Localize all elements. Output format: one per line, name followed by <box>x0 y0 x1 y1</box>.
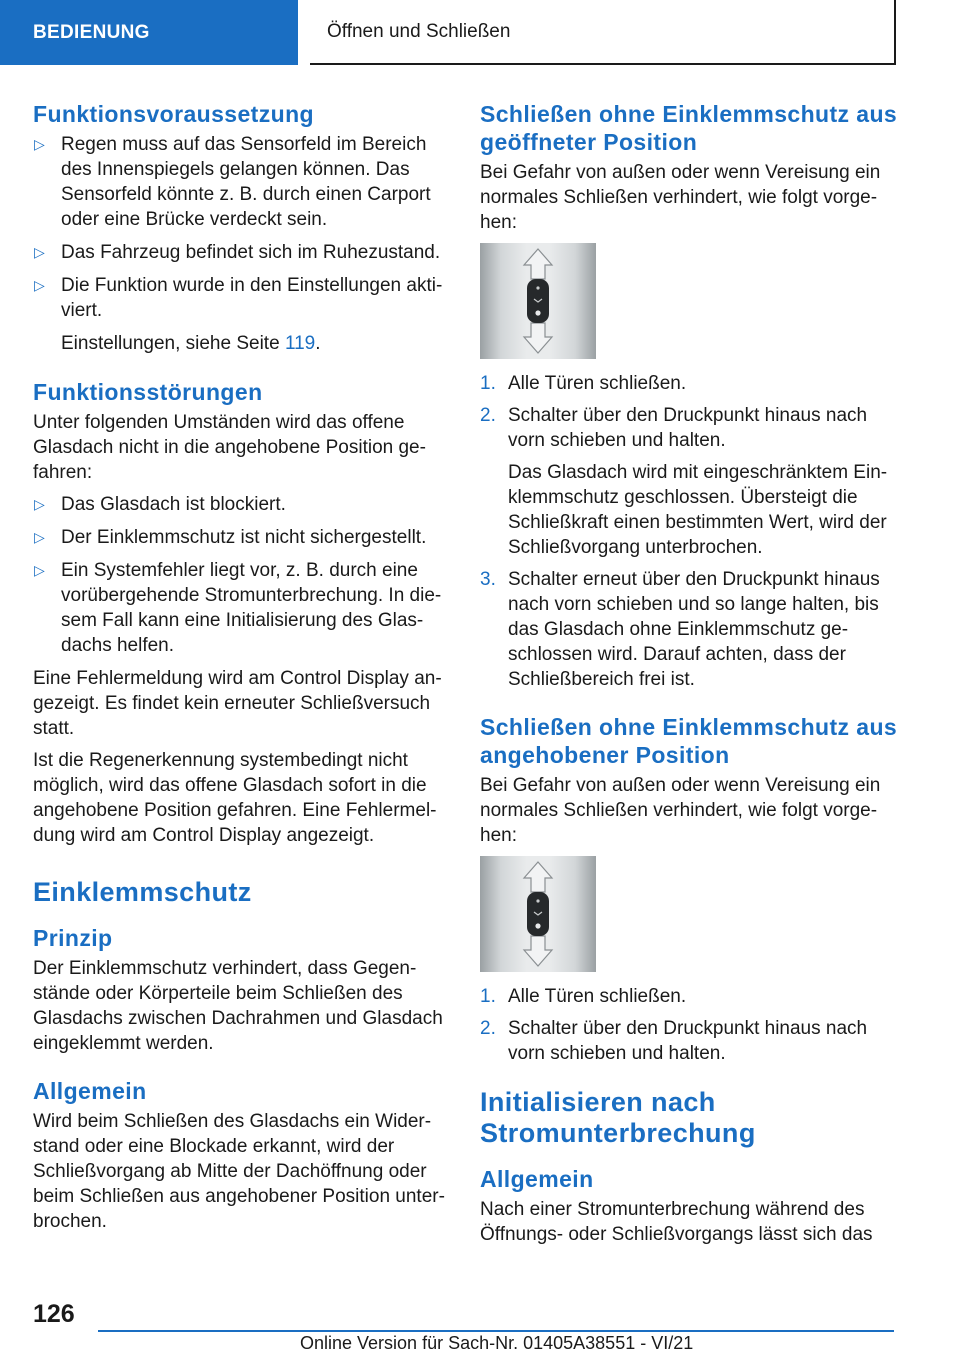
paragraph: Ist die Regenerkennung systembedingt nicht möglich, wird das offene Glasdach sofort in die angehobene Position gefahren. Eine Fehlermeldung wird am Control Display angezeigt. <box>33 750 437 846</box>
heading-initialisieren: Initialisieren nach Stromunterbrechung <box>480 1087 756 1148</box>
paragraph: Eine Fehlermeldung wird am Control Display angezeigt. Es findet kein erneuter Schließversuch statt. <box>33 668 442 739</box>
stoerungen-intro: Unter folgenden Umständen wird das offene Glasdach nicht in die angehobene Position gefahren: <box>33 412 426 483</box>
heading-allgemein-init: Allgemein <box>480 1166 594 1192</box>
funktion-list <box>33 132 448 356</box>
list-item: ▷ Das Glasdach ist blockiert. <box>34 494 286 515</box>
list-item: ▷ Das Fahrzeug befindet sich im Ruhezustand. <box>34 242 441 263</box>
footer-divider <box>98 1330 894 1332</box>
header-section-label: BEDIENUNG <box>33 21 150 43</box>
heading-einklemmschutz: Einklemmschutz <box>33 877 252 907</box>
triangle-bullet-icon: ▷ <box>34 277 45 293</box>
spacer <box>480 1073 898 1087</box>
header-title-box <box>310 0 896 65</box>
heading-geoeffnete-position: Schließen ohne Einklemmschutz aus geöffneter Position <box>480 101 898 155</box>
roof-switch-illustration-icon <box>480 243 596 359</box>
list-item: 1. Alle Türen schließen. <box>480 986 687 1007</box>
geoeffnet-steps <box>480 371 898 692</box>
list-item: 2. Schalter über den Druckpunkt hinaus nach vorn schieben und halten. <box>480 1018 868 1064</box>
list-item: ▷ Die Funktion wurde in den Einstellungen aktiviert. Einstellungen, siehe Seite 119. <box>33 273 448 356</box>
page-number: 126 <box>33 1300 75 1328</box>
roof-switch-illustration-icon <box>480 856 596 972</box>
left-column <box>33 100 448 1241</box>
list-item: ▷ Der Einklemmschutz ist nicht sichergestellt. <box>34 527 427 548</box>
spacer <box>33 1063 448 1077</box>
heading-funktionsvoraussetzung: Funktionsvoraussetzung <box>33 101 314 127</box>
list-item: 2. Schalter über den Druckpunkt hinaus nach vorn schieben und halten. Das Glasdach wird mit eingeschränktem Einklemmschutz geschlossen. Übersteigt die Schließkraft einen bestimmten Wert, wird der Schließvorgang unterbrochen. <box>480 405 888 558</box>
paragraph: Der Einklemmschutz verhindert, dass Gegenstände oder Körperteile beim Schließen des Glasdachs zwischen Dachrahmen und Glasdach eingeklemmt werden. <box>33 958 443 1054</box>
triangle-bullet-icon: ▷ <box>34 529 45 545</box>
heading-prinzip: Prinzip <box>33 925 113 951</box>
list-item: ▷ Ein Systemfehler liegt vor, z. B. durch eine vorübergehende Stromunterbrechung. In diesem Fall kann eine Initialisierung des Glasdachs helfen. <box>34 560 442 656</box>
footer-version-text: Online Version für Sach-Nr. 01405A38551 - VI/21 <box>300 1333 694 1353</box>
right-column <box>480 100 898 1254</box>
spacer <box>480 1157 898 1165</box>
header-title: Öffnen und Schließen <box>327 20 511 42</box>
stoerungen-list <box>33 492 448 658</box>
paragraph: Wird beim Schließen des Glasdachs ein Widerstand oder eine Blockade erkannt, wird der Schließvorgang ab Mitte der Dachöffnung oder beim Schließen aus angehobener Position unterbrochen. <box>33 1111 445 1232</box>
spacer <box>480 699 898 713</box>
list-item: 3. Schalter erneut über den Druckpunkt hinaus nach vorn schieben und so lange halten, bis das Glasdach ohne Einklemmschutz geschlossen wird. Darauf achten, dass der Schließbereich frei ist. <box>480 569 880 690</box>
paragraph: Bei Gefahr von außen oder wenn Vereisung ein normales Schließen verhindert, wie folgt vorgehen: <box>480 162 881 233</box>
spacer <box>33 855 448 877</box>
triangle-bullet-icon: ▷ <box>34 562 45 578</box>
heading-angehobene-position: Schließen ohne Einklemmschutz aus angehobener Position <box>480 714 898 768</box>
heading-funktionsstoerungen: Funktionsstörungen <box>33 379 263 405</box>
list-item: 1. Alle Türen schließen. <box>480 373 687 394</box>
header-section-tab <box>0 0 298 65</box>
angehoben-steps <box>480 984 898 1066</box>
settings-reference: Einstellungen, siehe Seite 119. <box>61 333 321 354</box>
paragraph: Bei Gefahr von außen oder wenn Vereisung ein normales Schließen verhindert, wie folgt vorgehen: <box>480 775 881 846</box>
paragraph: Nach einer Stromunterbrechung während des Öffnungs- oder Schließvorgangs lässt sich das <box>480 1199 873 1245</box>
triangle-bullet-icon: ▷ <box>34 136 45 152</box>
heading-allgemein: Allgemein <box>33 1078 147 1104</box>
spacer <box>33 364 448 378</box>
triangle-bullet-icon: ▷ <box>34 244 45 260</box>
list-item: ▷ Regen muss auf das Sensorfeld im Bereich des Innenspiegels gelangen können. Das Sensorfeld könnte z. B. durch einen Carport oder eine Brücke verdeckt sein. <box>34 134 431 230</box>
triangle-bullet-icon: ▷ <box>34 496 45 512</box>
page-link[interactable]: 119 <box>284 333 316 354</box>
spacer <box>33 916 448 924</box>
